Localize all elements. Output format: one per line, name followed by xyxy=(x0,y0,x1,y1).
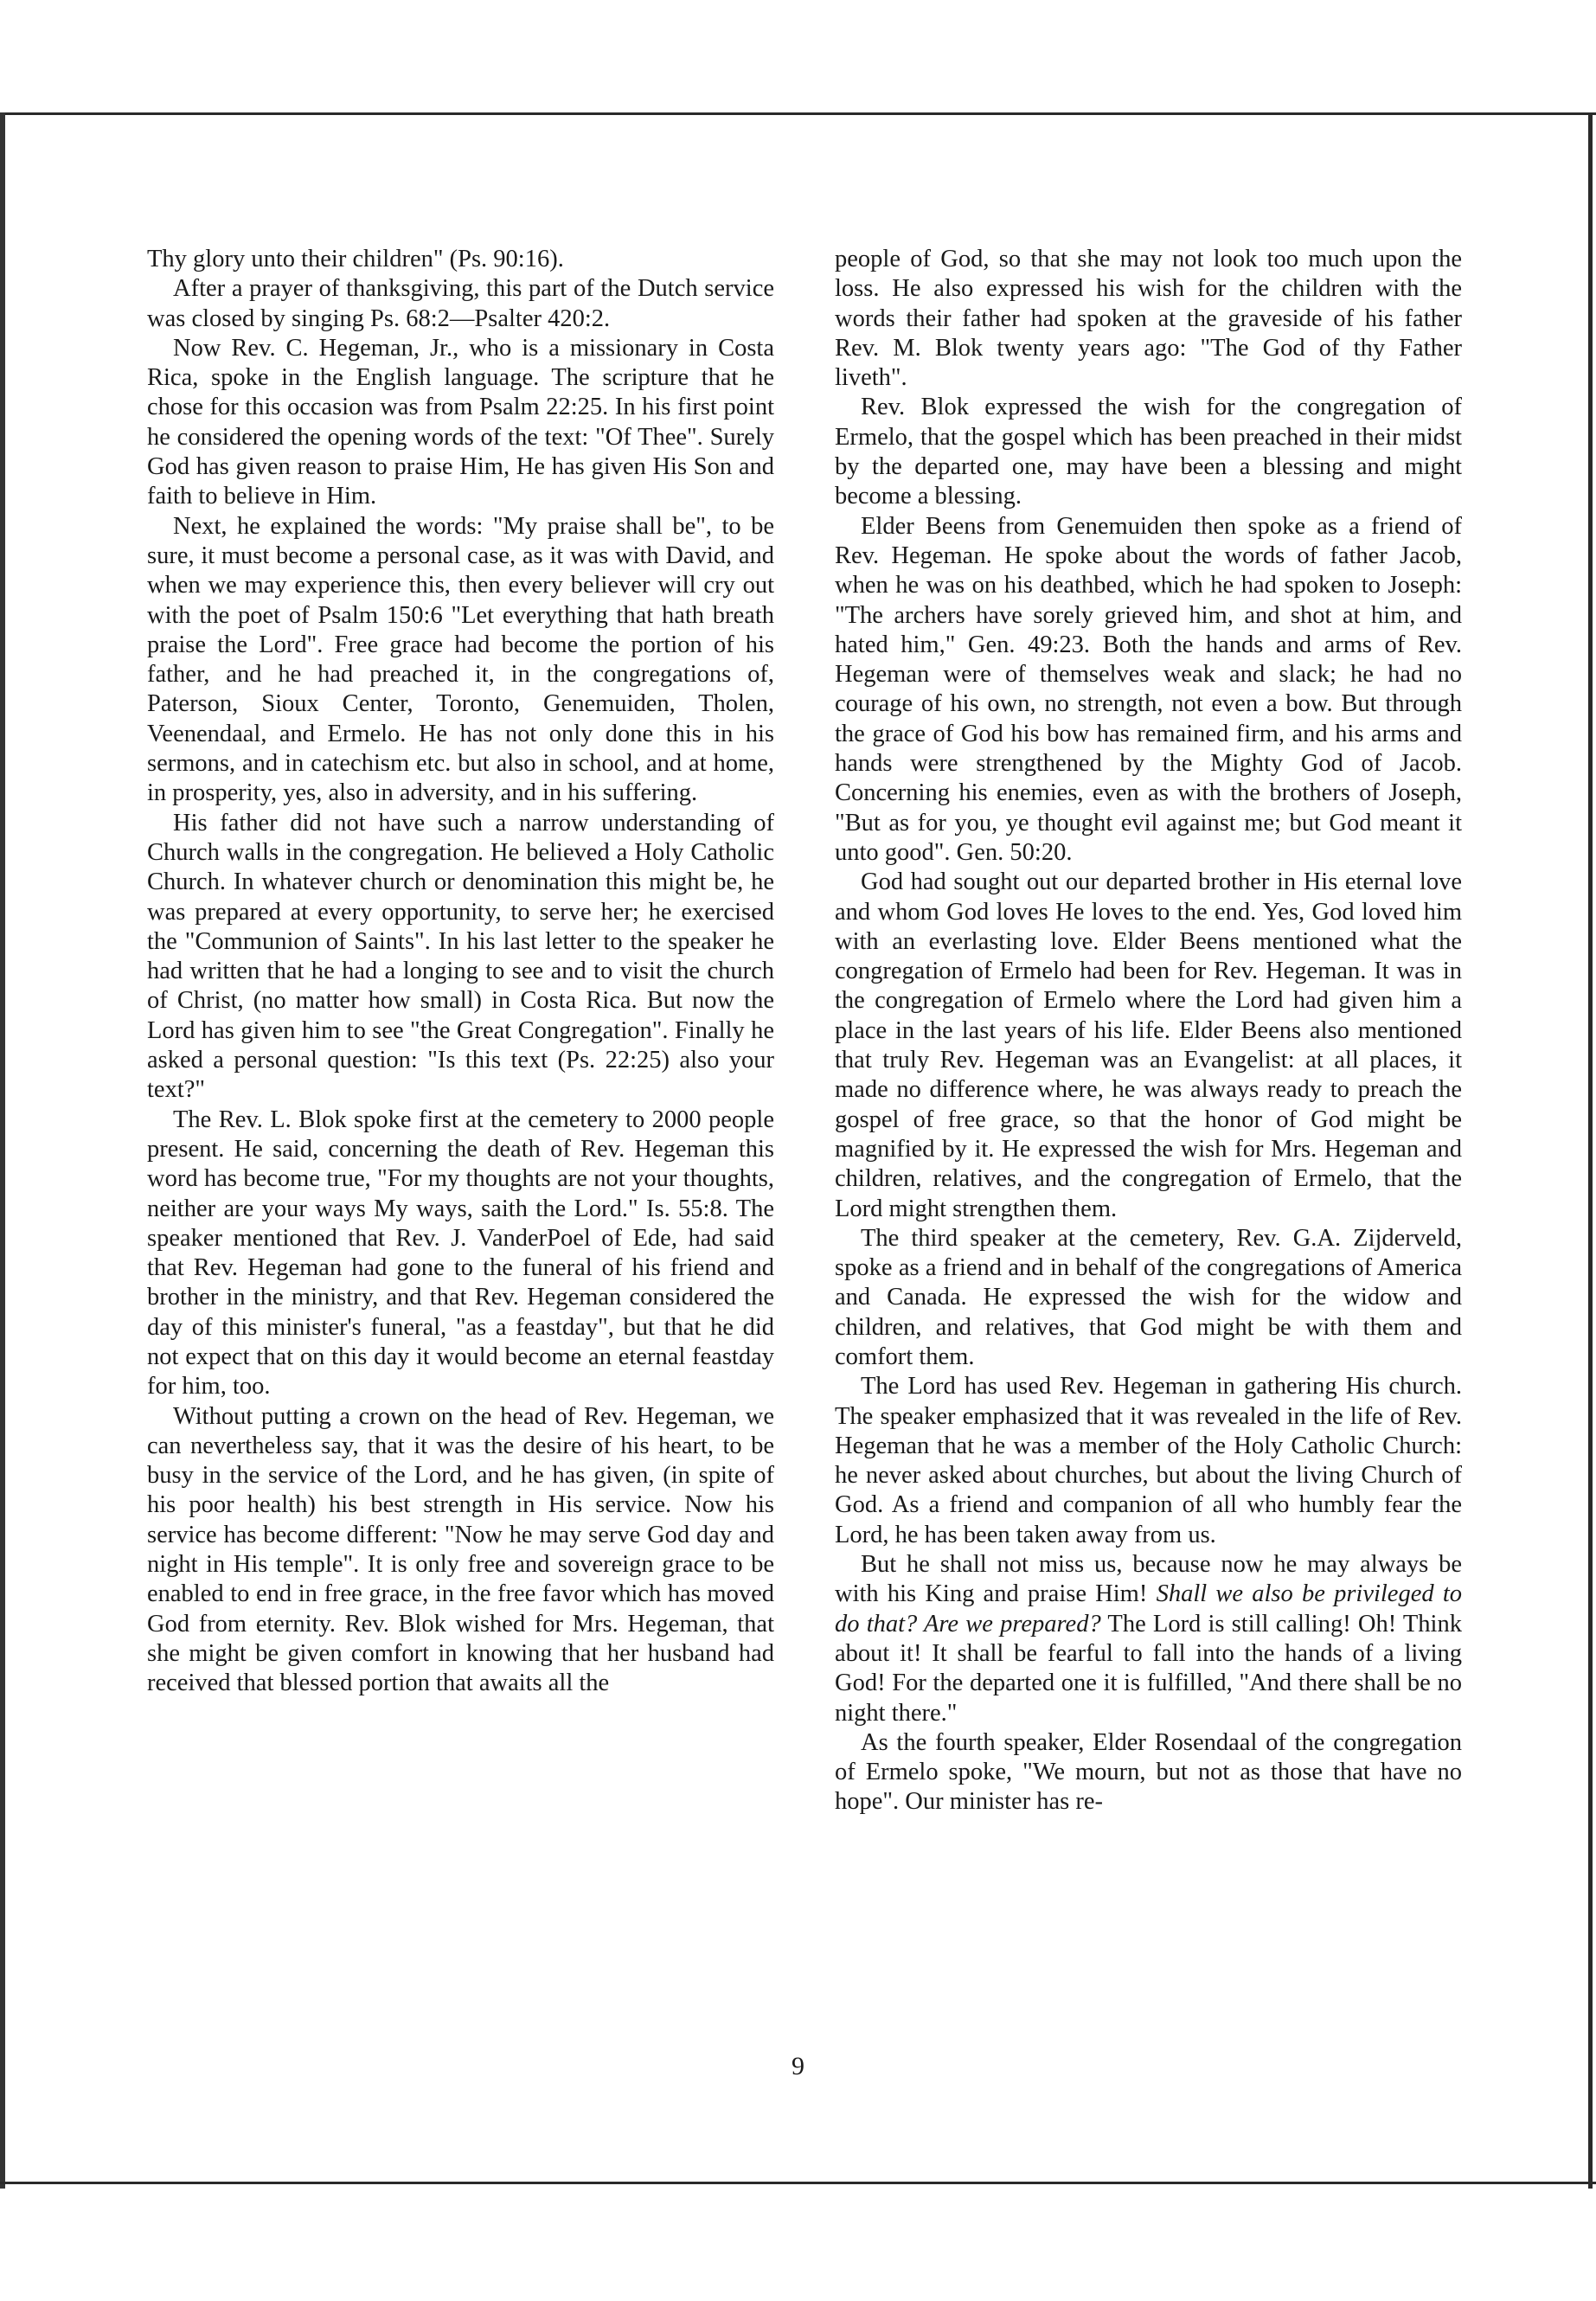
paragraph: As the fourth speaker, Elder Rosendaal of the congregation of Ermelo spoke, "We mourn, but not as those that have no hope". Our minister has re- xyxy=(835,1728,1462,1816)
paragraph: people of God, so that she may not look too much upon the loss. He also expressed his wish for the children with the words their father had spoken at the graveside of his father Rev. M. Blok twenty years ago: "The God of thy Father liveth". xyxy=(835,246,1462,392)
paragraph: Elder Beens from Genemuiden then spoke as a friend of Rev. Hegeman. He spoke about the words of father Jacob, when he was on his deathbed, which he had spoken to Joseph: "The archers have sorely grieved him, and shot at him, and hated him," Gen. 49:23. Both the hands and arms of Rev. Hegeman were of themselves weak and slack; he had no courage of his own, no strength, not even a bow. But through the grace of God his bow has remained firm, and his arms and hands were strengthened by the Mighty God of Jacob. Concerning his enemies, even as with the brothers of Joseph, "But as for you, ye thought evil against me; but God meant it unto good". Gen. 50:20. xyxy=(835,512,1462,866)
paragraph-mixed xyxy=(835,1550,1462,1728)
paragraph: The Rev. L. Blok spoke first at the cemetery to 2000 people present. He said, concerning the death of Rev. Hegeman this word has become true, "For my thoughts are not your thoughts, neither are your ways My ways, saith the Lord." Is. 55:8. The speaker mentioned that Rev. J. VanderPoel of Ede, had said that Rev. Hegeman had gone to the funeral of his friend and brother in the ministry, and that Rev. Hegeman considered the day of this minister's funeral, "as a feastday", but that he did not expect that on this day it would become an eternal feastday for him, too. xyxy=(147,1106,774,1400)
italic-question: Shall we also be privileged to do that? Are we prepared? xyxy=(835,1580,1462,1638)
paragraph: After a prayer of thanksgiving, this part of the Dutch service was closed by singing Ps. 68:2—Psalter 420:2. xyxy=(147,275,774,332)
scan-border-right xyxy=(1588,112,1593,2189)
paragraph: Now Rev. C. Hegeman, Jr., who is a missionary in Costa Rica, spoke in the English language. The scripture that he chose for this occasion was from Psalm 22:25. In his first point he considered the opening words of the text: "Of Thee". Surely God has given reason to praise Him, He has given His Son and faith to believe in Him. xyxy=(147,334,774,510)
left-column xyxy=(147,245,774,1699)
paragraph: Rev. Blok expressed the wish for the congregation of Ermelo, that the gospel which has been preached in their midst by the departed one, may have been a blessing and might become a blessing. xyxy=(835,394,1462,510)
paragraph: Without putting a crown on the head of Rev. Hegeman, we can nevertheless say, that it was the desire of his heart, to be busy in the service of the Lord, and he has given, (in spite of his poor health) his best strength in His service. Now his service has become different: "Now he may serve God day and night in His temple". It is only free and sovereign grace to be enabled to end in free grace, in the free favor which has moved God from eternity. Rev. Blok wished for Mrs. Hegeman, that she might be given comfort in knowing that her husband had received that blessed portion that awaits all the xyxy=(147,1402,774,1697)
paragraph: God had sought out our departed brother in His eternal love and whom God loves He loves to the end. Yes, God loved him with an everlasting love. Elder Beens mentioned what the congregation of Ermelo had been for Rev. Hegeman. It was in the congregation of Ermelo where the Lord had given him a place in the last years of his life. Elder Beens also mentioned that truly Rev. Hegeman was an Evangelist: at all places, it made no difference where, he was always ready to preach the gospel of free grace, so that the honor of God might be magnified by it. He expressed the wish for Mrs. Hegeman and children, relatives, and the congregation of Ermelo, that the Lord might strengthen them. xyxy=(835,868,1462,1222)
paragraph: Next, he explained the words: "My praise shall be", to be sure, it must become a personal case, as it was with David, and when we may experience this, then every believer will cry out with the poet of Psalm 150:6 "Let everything that hath breath praise the Lord". Free grace had become the portion of his father, and he had preached it, in the congregations of, Paterson, Sioux Center, Toronto, Genemuiden, Tholen, Veenendaal, and Ermelo. He has not only done this in his sermons, and in catechism etc. but also in school, and at home, in prosperity, yes, also in adversity, and in his suffering. xyxy=(147,512,774,807)
right-column xyxy=(835,245,1462,1817)
paragraph: Thy glory unto their children" (Ps. 90:16). xyxy=(147,246,564,272)
paragraph: His father did not have such a narrow understanding of Church walls in the congregation. He believed a Holy Catholic Church. In whatever church or denomination this might be, he was prepared at every opportunity, to serve her; he exercised the "Communion of Saints". In his last letter to the speaker he had written that he had a longing to see and to visit the church of Christ, (no matter how small) in Costa Rica. But now the Lord has given him to see "the Great Congregation". Finally he asked a personal question: "Is this text (Ps. 22:25) also your text?" xyxy=(147,809,774,1104)
paragraph: The third speaker at the cemetery, Rev. G.A. Zijderveld, spoke as a friend and in behalf of the congregations of America and Canada. He expressed the wish for the widow and children, and relatives, that God might be with them and comfort them. xyxy=(835,1224,1462,1370)
scan-border-left xyxy=(0,112,5,2189)
paragraph-text: But he shall not miss us, because now he may always be with his King and praise Him! xyxy=(835,1551,1462,1608)
scan-border-bottom xyxy=(0,2182,1596,2184)
page-number: 9 xyxy=(792,2052,804,2080)
paragraph: The Lord has used Rev. Hegeman in gathering His church. The speaker emphasized that it was revealed in the life of Rev. Hegeman that he was a member of the Holy Catholic Church: he never asked about churches, but about the living Church of God. As a friend and companion of all who humbly fear the Lord, he has been taken away from us. xyxy=(835,1373,1462,1548)
scan-border-top xyxy=(0,112,1596,115)
paragraph-text: The Lord is still calling! Oh! Think about it! It shall be fearful to fall into the hands of a living God! For the departed one it is fulfilled, "And there shall be no night there." xyxy=(835,1610,1462,1727)
